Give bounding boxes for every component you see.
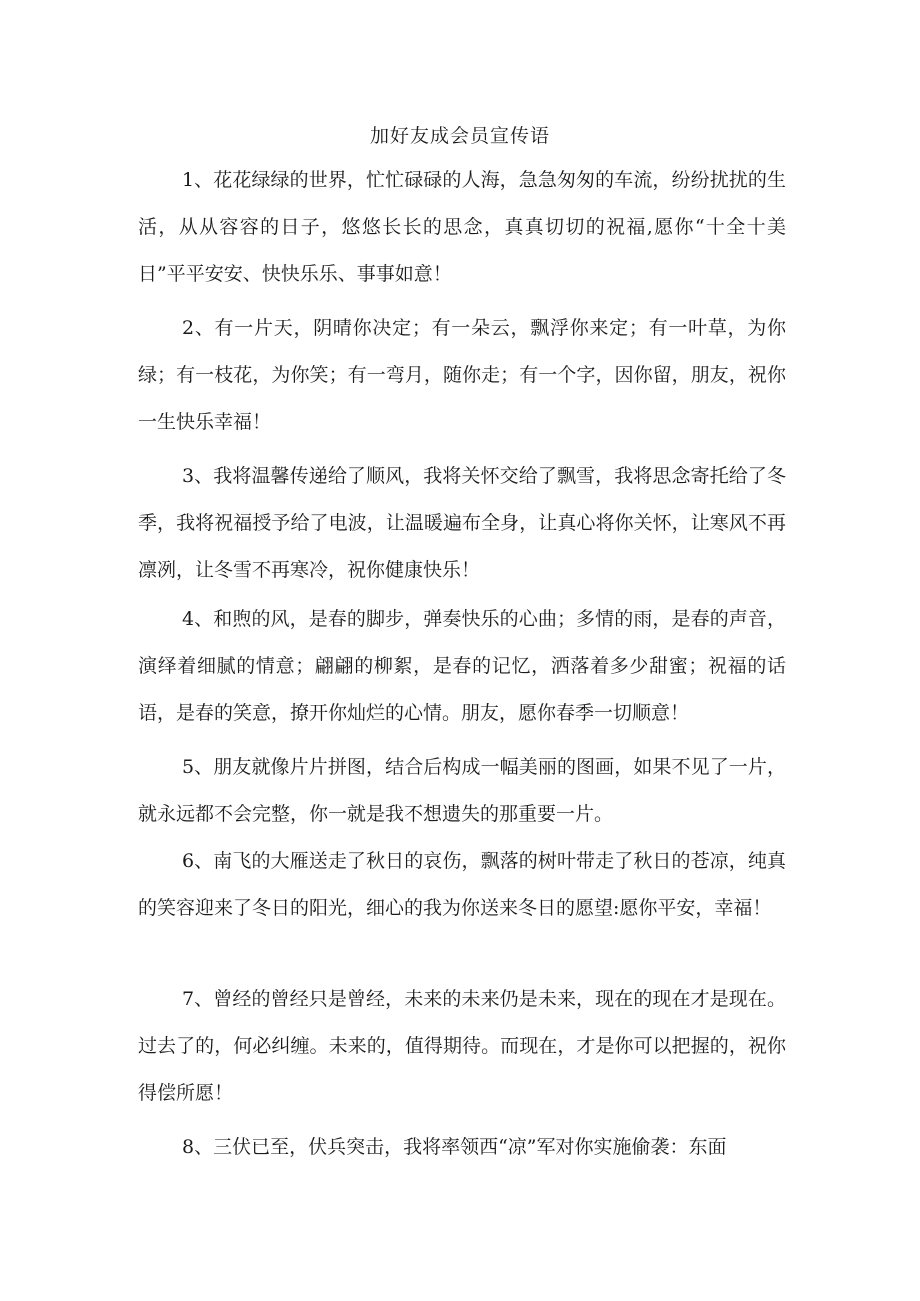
paragraph-6: 6、南飞的大雁送走了秋日的哀伤，飘落的树叶带走了秋日的苍凉，纯真的笑容迎来了冬日的阳光，细心的我为你送来冬日的愿望:愿你平安，幸福！ <box>138 850 786 919</box>
document-title: 加好友成会员宣传语 <box>369 125 550 147</box>
paragraph-1: 1、花花绿绿的世界，忙忙碌碌的人海，急急匆匆的车流，纷纷扰扰的生活，从从容容的日子，悠悠长长的思念，真真切切的祝福,愿你“十全十美日”平平安安、快快乐乐、事事如意！ <box>138 169 786 285</box>
paragraph-3: 3、我将温馨传递给了顺风，我将关怀交给了飘雪，我将思念寄托给了冬季，我将祝福授予给了电波，让温暖遍布全身，让真心将你关怀，让寒风不再凛冽，让冬雪不再寒冷，祝你健康快乐！ <box>138 465 786 581</box>
paragraph-7: 7、曾经的曾经只是曾经，未来的未来仍是未来，现在的现在才是现在。过去了的，何必纠缠。未来的，值得期待。而现在，才是你可以把握的，祝你得偿所愿！ <box>138 988 786 1104</box>
paragraph-2: 2、有一片天，阴晴你决定；有一朵云，飘浮你来定；有一叶草，为你绿；有一枝花，为你笑；有一弯月，随你走；有一个字，因你留，朋友，祝你一生快乐幸福！ <box>138 317 786 433</box>
paragraph-5: 5、朋友就像片片拼图，结合后构成一幅美丽的图画，如果不见了一片，就永远都不会完整，你一就是我不想遗失的那重要一片。 <box>138 756 786 825</box>
paragraph-8: 8、三伏已至，伏兵突击，我将率领西“凉”军对你实施偷袭：东面 <box>182 1136 727 1158</box>
paragraph-4: 4、和煦的风，是春的脚步，弹奏快乐的心曲；多情的雨，是春的声音，演绎着细腻的情意；翩翩的柳絮，是春的记忆，洒落着多少甜蜜；祝福的话语，是春的笑意，撩开你灿烂的心情。朋友，愿你春季一切顺意！ <box>138 608 786 724</box>
